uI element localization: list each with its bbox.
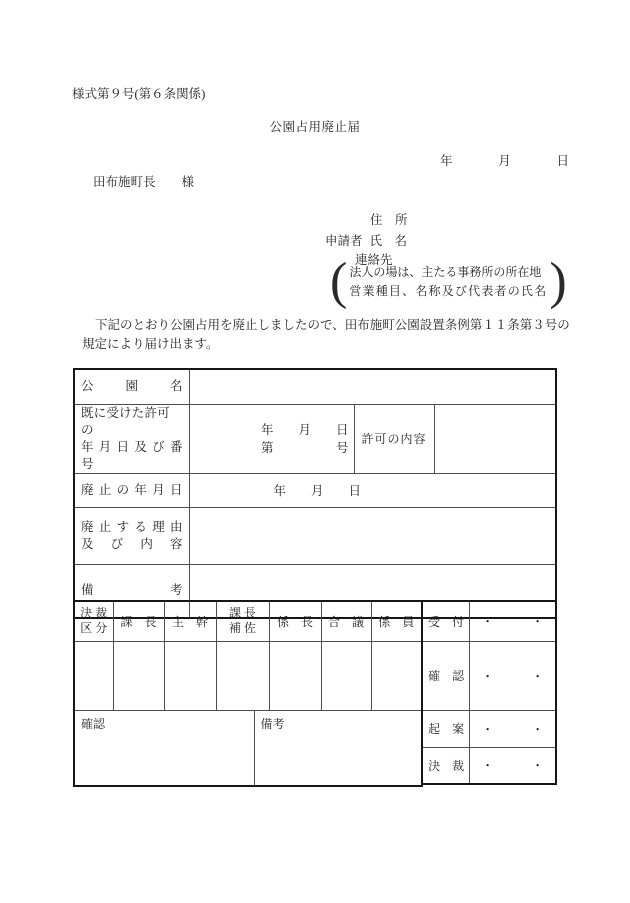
- permit-label-line2: 年 月 日 及 び 番 号: [81, 439, 183, 471]
- stamp-cell-kacho[interactable]: [113, 641, 164, 710]
- permit-content-field[interactable]: [434, 404, 556, 473]
- park-name-label: 公 園 名: [81, 379, 183, 394]
- body-line2: 規定により届け出ます。: [82, 337, 219, 351]
- contact-label: 連絡先: [355, 253, 393, 267]
- stamp-cell-hosa[interactable]: [216, 641, 269, 710]
- table-row: [74, 507, 556, 564]
- stamp-date-row: [422, 747, 556, 784]
- permit-content-label: 許可の内容: [361, 432, 427, 446]
- stamp-cell-goi[interactable]: [321, 641, 371, 710]
- rank-label-line2: 区 分: [80, 621, 108, 636]
- kakunin-date-field[interactable]: ・ ・: [470, 641, 556, 710]
- col-goi-label: 合 議: [328, 614, 365, 629]
- permit-date-field[interactable]: [189, 404, 354, 473]
- permit-label-line1: 既に受けた許可の: [81, 405, 170, 437]
- reason-label-line1: 廃 止 す る 理 由: [81, 519, 183, 534]
- body-paragraph: [82, 316, 570, 354]
- stamp-date-table: [421, 600, 557, 785]
- open-paren: (: [330, 253, 348, 310]
- kian-date-field[interactable]: ・ ・: [470, 710, 556, 747]
- table-row: [74, 369, 556, 404]
- close-paren: ): [549, 253, 567, 310]
- stamp-date-row: [422, 601, 556, 641]
- stamp-cell-rank[interactable]: [74, 641, 113, 710]
- col-shukan-label: 主 幹: [171, 614, 208, 629]
- addressee-line: [93, 172, 194, 190]
- abolition-date-label: 廃 止 の 年 月 日: [81, 482, 183, 497]
- kessai-label: 決 裁: [422, 747, 470, 784]
- addressee-honorific: 様: [181, 175, 195, 189]
- table-row: [74, 473, 556, 507]
- permit-date-line2: 第 号: [260, 440, 349, 455]
- date-month-label: 月: [498, 154, 511, 168]
- date-year-label: 年: [440, 154, 453, 168]
- col-kacho-label: 課 長: [120, 614, 157, 629]
- corp-note-line1: 法人の場は、主たる事務所の所在地: [349, 265, 542, 279]
- address-label: 住 所: [370, 213, 408, 227]
- approval-table: [73, 600, 423, 787]
- remarks-label: 備 考: [81, 583, 183, 598]
- col-kakariin-label: 係 員: [378, 614, 415, 629]
- addressee-name: 田布施町長: [93, 175, 156, 189]
- stamp-cell-kakaricho[interactable]: [269, 641, 321, 710]
- rank-label-line1: 決 裁: [80, 606, 108, 621]
- submission-date-line: [440, 151, 569, 169]
- stamp-date-row: [422, 641, 556, 710]
- name-label: 氏 名: [369, 234, 408, 248]
- approval-header-row: [74, 601, 422, 641]
- reason-label-line2: 及 び 内 容: [81, 536, 183, 551]
- approval-footer-row: [74, 710, 422, 786]
- stamp-cell-kakariin[interactable]: [371, 641, 422, 710]
- confirm-field[interactable]: [74, 710, 254, 786]
- corporate-note: [330, 253, 567, 310]
- approval-stamp-row: [74, 641, 422, 710]
- corp-note-line2: 営業種目、名称及び代表者の氏名: [349, 284, 548, 298]
- confirm-label: 確認: [81, 716, 106, 731]
- col-hosa-label-line1: 課 長: [229, 606, 257, 621]
- kessai-date-field[interactable]: ・ ・: [470, 747, 556, 784]
- permit-date-line1: 年 月 日: [260, 422, 349, 437]
- uketsuke-label: 受 付: [422, 601, 470, 641]
- applicant-row: [325, 231, 407, 249]
- applicant-prefix: 申請者: [325, 234, 363, 248]
- stamp-date-row: [422, 710, 556, 747]
- col-kakaricho-label: 係 長: [277, 614, 314, 629]
- footer-remarks-label: 備考: [260, 716, 285, 731]
- kakunin-label: 確 認: [422, 641, 470, 710]
- date-day-label: 日: [556, 154, 569, 168]
- form-number: 様式第９号(第６条関係): [72, 87, 206, 101]
- reason-field[interactable]: [189, 507, 556, 564]
- col-hosa-label-line2: 補 佐: [229, 621, 257, 636]
- page-title: 公園占用廃止届: [269, 120, 361, 134]
- uketsuke-date-field[interactable]: ・ ・: [470, 601, 556, 641]
- main-table: [73, 368, 557, 619]
- table-row: [74, 404, 556, 473]
- footer-remarks-field[interactable]: [254, 710, 422, 786]
- stamp-cell-shukan[interactable]: [164, 641, 216, 710]
- kian-label: 起 案: [422, 710, 470, 747]
- abolition-date-field[interactable]: 年 月 日: [189, 473, 556, 507]
- park-name-field[interactable]: [189, 369, 556, 404]
- body-line1: 下記のとおり公園占用を廃止しましたので、田布施町公園設置条例第１１条第３号の: [95, 318, 570, 332]
